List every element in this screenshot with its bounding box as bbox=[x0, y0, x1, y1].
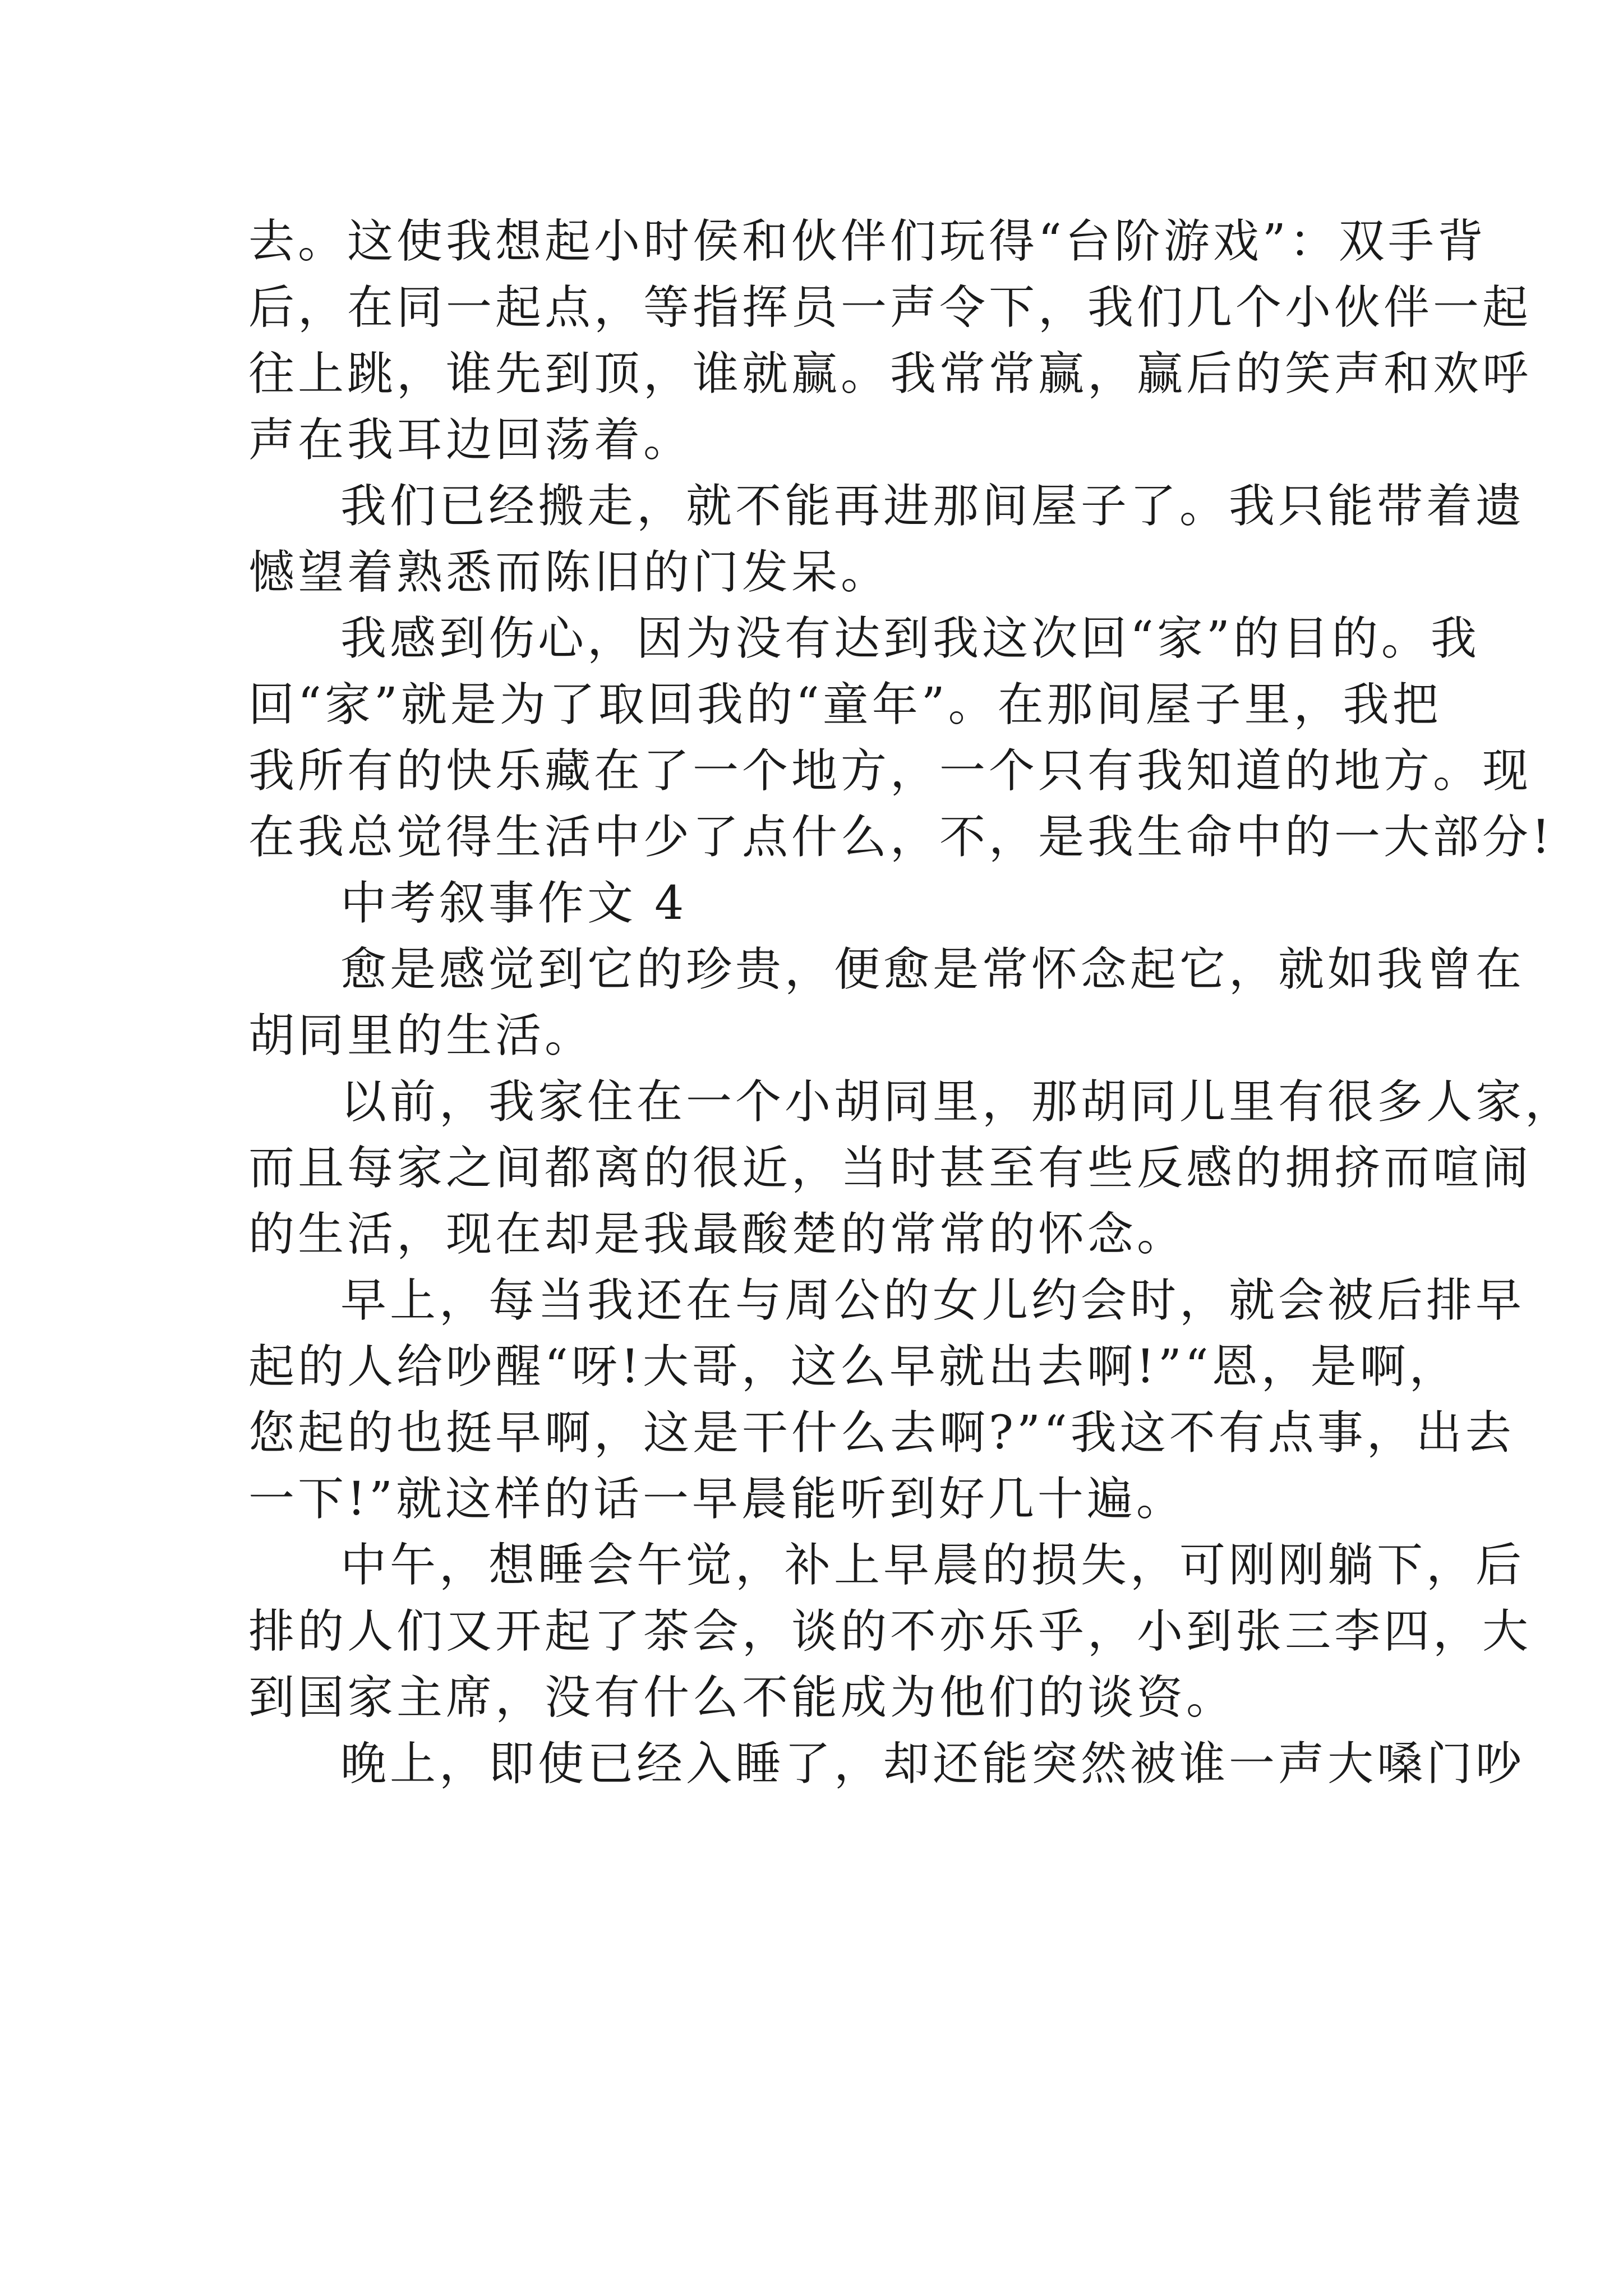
text-line: 在我总觉得生活中少了点什么，不，是我生命中的一大部分! bbox=[248, 811, 1553, 864]
text-line: 声在我耳边回荡着。 bbox=[248, 413, 693, 467]
text-line: 早上，每当我还在与周公的女儿约会时，就会被后排早 bbox=[340, 1274, 1525, 1327]
text-line: 愈是感觉到它的珍贵，便愈是常怀念起它，就如我曾在 bbox=[340, 943, 1525, 996]
text-line: 晚上，即使已经入睡了，却还能突然被谁一声大嗓门吵 bbox=[340, 1737, 1525, 1791]
text-line: 排的人们又开起了茶会，谈的不亦乐乎，小到张三李四，大 bbox=[248, 1605, 1532, 1658]
text-line: 而且每家之间都离的很近，当时甚至有些反感的拥挤而喧闹 bbox=[248, 1142, 1532, 1195]
text-line: 我感到伤心，因为没有达到我这次回“家”的目的。我 bbox=[340, 612, 1480, 665]
text-line: 我所有的快乐藏在了一个地方，一个只有我知道的地方。现 bbox=[248, 744, 1532, 798]
text-line: 一下!”就这样的话一早晨能听到好几十遍。 bbox=[248, 1473, 1186, 1526]
text-line: 胡同里的生活。 bbox=[248, 1009, 594, 1062]
text-line: 去。这使我想起小时侯和伙伴们玩得“台阶游戏”：双手背 bbox=[248, 215, 1487, 268]
text-line: 的生活，现在却是我最酸楚的常常的怀念。 bbox=[248, 1208, 1187, 1261]
text-line: 我们已经搬走，就不能再进那间屋子了。我只能带着遗 bbox=[340, 480, 1525, 533]
text-line: 往上跳，谁先到顶，谁就赢。我常常赢，赢后的笑声和欢呼 bbox=[248, 347, 1532, 401]
text-line: 后，在同一起点，等指挥员一声令下，我们几个小伙伴一起 bbox=[248, 281, 1532, 334]
text-line: 到国家主席，没有什么不能成为他们的谈资。 bbox=[248, 1671, 1236, 1724]
text-line: 憾望着熟悉而陈旧的门发呆。 bbox=[248, 546, 891, 599]
text-line: 回“家”就是为了取回我的“童年”。在那间屋子里，我把 bbox=[248, 678, 1442, 731]
text-line: 您起的也挺早啊，这是干什么去啊?”“我这不有点事，出去 bbox=[248, 1406, 1515, 1460]
document-body bbox=[248, 209, 1575, 1797]
text-line: 起的人给吵醒“呀!大哥，这么早就出去啊!”“恩，是啊， bbox=[248, 1340, 1459, 1393]
text-line: 以前，我家住在一个小胡同里，那胡同儿里有很多人家， bbox=[340, 1075, 1575, 1129]
text-line: 中考叙事作文 4 bbox=[340, 877, 688, 930]
text-line: 中午，想睡会午觉，补上早晨的损失，可刚刚躺下，后 bbox=[340, 1539, 1525, 1592]
